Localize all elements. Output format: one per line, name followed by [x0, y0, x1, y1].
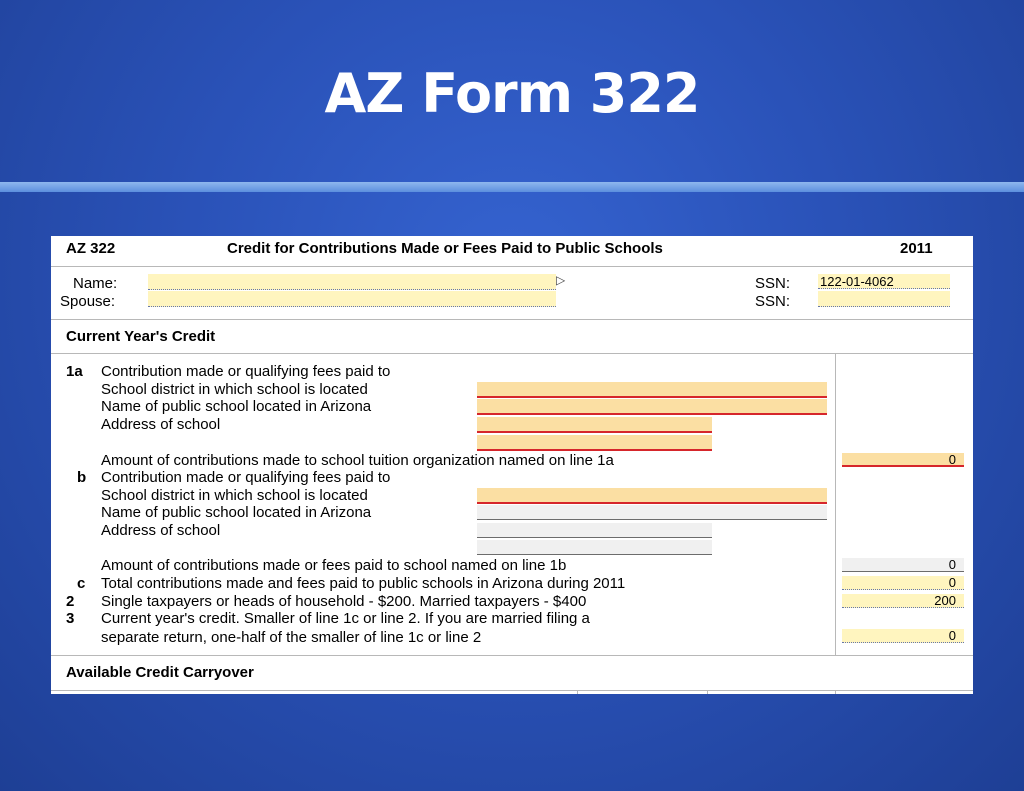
name-dropdown-arrow-icon[interactable]: ▷ [556, 273, 566, 287]
title-divider [0, 182, 1024, 192]
ssn-input[interactable]: 122-01-4062 [818, 274, 950, 289]
spouse-ssn-label: SSN: [755, 293, 791, 310]
line-1c-text: Total contributions made and fees paid to public schools in Arizona during 2011 [101, 575, 626, 592]
spouse-input[interactable] [148, 291, 556, 307]
line-1a-amount-label: Amount of contributions made to school tuition organization named on line 1a [101, 452, 614, 469]
spouse-ssn-input[interactable] [818, 291, 950, 307]
divider [51, 655, 973, 656]
line-3-number: 3 [66, 610, 75, 627]
spouse-label: Spouse: [60, 293, 116, 310]
line-1b-address-label: Address of school [101, 522, 221, 539]
line-1a-school-label: Name of public school located in Arizona [101, 398, 372, 415]
line-1b-amount-input[interactable]: 0 [842, 558, 964, 572]
column-divider [577, 690, 578, 694]
amount-column-divider [835, 353, 836, 655]
line-1a-address-input-1[interactable] [477, 417, 712, 433]
line-1a-school-input[interactable] [477, 399, 827, 415]
line-2-number: 2 [66, 593, 75, 610]
line-2-text: Single taxpayers or heads of household - $200. Married taxpayers - $400 [101, 593, 587, 610]
line-2-input[interactable]: 200 [842, 594, 964, 608]
line-1a-amount-input[interactable]: 0 [842, 453, 964, 467]
section-current-year-credit: Current Year's Credit [66, 328, 216, 345]
line-1b-text: Contribution made or qualifying fees paid to [101, 469, 391, 486]
line-1a-address-label: Address of school [101, 416, 221, 433]
column-divider [835, 690, 836, 694]
line-3-text: Current year's credit. Smaller of line 1c or line 2. If you are married filing a [101, 610, 590, 627]
line-1a-address-input-2[interactable] [477, 435, 712, 451]
form-heading: Credit for Contributions Made or Fees Paid to Public Schools [227, 240, 663, 257]
line-1c-number: c [77, 575, 86, 592]
tax-form [51, 236, 973, 694]
column-divider [707, 690, 708, 694]
line-1a-district-label: School district in which school is located [101, 381, 368, 398]
line-1a-text: Contribution made or qualifying fees paid to [101, 363, 391, 380]
line-1b-amount-label: Amount of contributions made or fees paid to school named on line 1b [101, 557, 567, 574]
line-1b-number: b [77, 469, 87, 486]
form-id: AZ 322 [66, 240, 116, 257]
line-1b-address-input-1[interactable] [477, 523, 712, 538]
line-1b-school-input[interactable] [477, 505, 827, 520]
line-1b-district-input[interactable] [477, 488, 827, 504]
line-3-input[interactable]: 0 [842, 629, 964, 643]
divider [51, 266, 973, 267]
line-3-text-continued: separate return, one-half of the smaller of line 1c or line 2 [101, 629, 482, 646]
name-input[interactable] [148, 274, 556, 290]
ssn-label: SSN: [755, 275, 791, 292]
form-year: 2011 [900, 240, 933, 257]
section-available-credit-carryover: Available Credit Carryover [66, 664, 254, 681]
slide-title: AZ Form 322 [324, 62, 700, 125]
divider [51, 319, 973, 320]
name-label: Name: [73, 275, 118, 292]
line-1b-district-label: School district in which school is located [101, 487, 368, 504]
line-1b-school-label: Name of public school located in Arizona [101, 504, 372, 521]
line-1a-district-input[interactable] [477, 382, 827, 398]
line-1b-address-input-2[interactable] [477, 540, 712, 555]
line-1c-input[interactable]: 0 [842, 576, 964, 590]
line-1a-number: 1a [66, 363, 83, 380]
